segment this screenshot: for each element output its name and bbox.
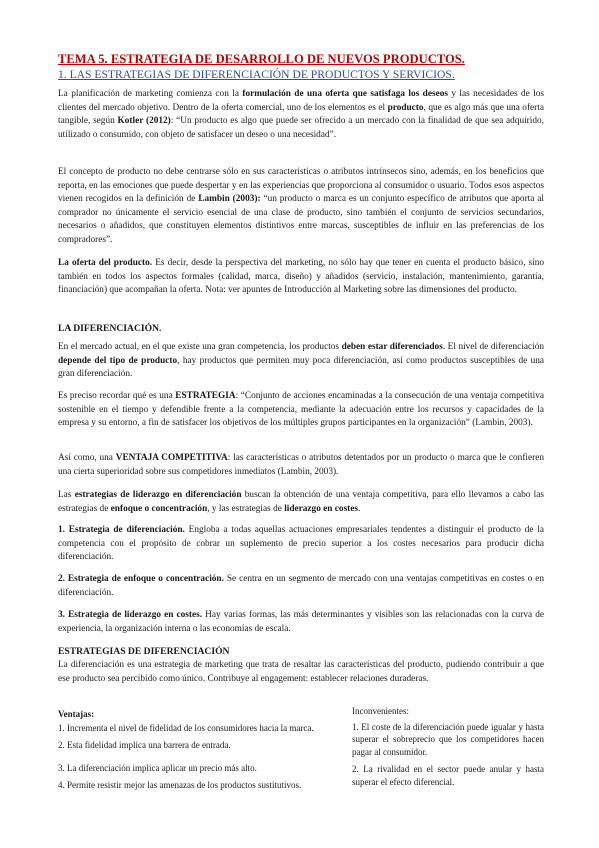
ventajas-list: [58, 708, 343, 797]
ventajas-heading: Ventajas:: [58, 709, 95, 719]
paragraph-ventaja-competitiva: Así como, una VENTAJA COMPETITIVA: las características o atributos detentados por un producto o marca que le confieren una cierta superioridad sobre sus competidores inmediatos (Lambin, 2003).: [58, 453, 544, 477]
paragraph-planificacion: La planificación de marketing comienza con la formulación de una oferta que satisfaga los deseos y las necesidades de los clientes del mercado objetivo. Dentro de la oferta comercial, uno de los elementos es el producto, que es algo más que una oferta tangible, según Kotler (2012): “Un producto es algo que puede ser ofrecido a un mercado con la finalidad de que sea adquirido, utilizado o consumido, con objeto de satisfacer un deseo o una necesidad”.: [58, 89, 544, 140]
ventaja-item: 4. Permite resistir mejor las amenazas de los productos sustitutivos.: [58, 780, 302, 790]
heading-estrategias-diferenciacion: ESTRATEGIAS DE DIFERENCIACIÓN: [58, 646, 230, 657]
paragraph-estrategia-costes: 3. Estrategia de liderazgo en costes. Hay varias formas, las más determinantes y visibles son las relacionadas con la curva de experiencia, la organización interna o las economías de escala.: [58, 610, 545, 634]
paragraph-estrategia-diferenciacion: 1. Estrategia de diferenciación. Engloba a todas aquellas actuaciones empresariales tendentes a distinguir el producto de la competencia con el propósito de cobrar un suplemento de precio superior a los costes necesarios para producir dicha diferenciación.: [58, 525, 544, 563]
ventaja-item: 1. Incrementa el nivel de fidelidad de los consumidores hacia la marca.: [58, 722, 314, 733]
paragraph-diferenciacion-definicion: La diferenciación es una estrategia de marketing que trata de resaltar las características del producto, pudiendo contribuir a que ese producto sea percibido como único. Contribuye al engagement: establecer relaciones duraderas.: [58, 660, 544, 684]
paragraph-concepto-producto: El concepto de producto no debe centrarse sólo en sus características o atributos intrínsecos sino, además, en los beneficios que reporta, en las emociones que puede despertar y en las experiencias que proporciona al consumidor o usuario. Todos esos aspectos vienen recogidos en la definición de Lambin (2003): “un producto o marca es un conjunto específico de atributos que aporta al comprador no únicamente el servicio esencial de una clase de producto, sino también el conjunto de servicios secundarios, necesarios o añadidos, que constituyen elementos distintivos entre marcas, susceptibles de influir en las preferencias de los compradores”.: [58, 167, 544, 245]
paragraph-estrategias-liderazgo: Las estrategias de liderazgo en diferenciación buscan la obtención de una ventaja competitiva, para ello llevamos a cabo las estrategias de enfoque o concentración, y las estrategias de liderazgo en costes.: [58, 490, 544, 514]
heading-diferenciacion: LA DIFERENCIACIÓN.: [58, 323, 162, 334]
inconvenientes-list: [352, 705, 544, 793]
ventaja-item: 2. Esta fidelidad implica una barrera de entrada.: [58, 740, 231, 750]
section-subtitle: 1. LAS ESTRATEGIAS DE DIFERENCIACIÓN DE PRODUCTOS Y SERVICIOS.: [58, 68, 455, 81]
paragraph-estrategia: Es preciso recordar qué es una ESTRATEGIA: “Conjunto de acciones encaminadas a la consecución de una ventaja competitiva sostenible en el tiempo y defendible frente a la competencia, mediante la adecuación entre los recursos y capacidades de la empresa y su entorno, a fin de satisfacer los objetivos de los múltiples grupos participantes en la organización” (Lambin, 2003).: [58, 391, 544, 429]
paragraph-oferta-producto: La oferta del producto. Es decir, desde la perspectiva del marketing, no sólo hay que tener en cuenta el producto básico, sino también en todos los aspectos formales (calidad, marca, diseño) y añadidos (servicio, instalación, mantenimiento, garantía, financiación) que acompañan la oferta. Nota: ver apuntes de Introducción al Marketing sobre las dimensiones del producto.: [58, 258, 544, 296]
document-title: TEMA 5. ESTRATEGIA DE DESARROLLO DE NUEVOS PRODUCTOS.: [58, 52, 465, 66]
paragraph-mercado-actual: En el mercado actual, en el que existe una gran competencia, los productos deben estar diferenciados. El nivel de diferenciación depende del tipo de producto, hay productos que permiten muy poca diferenciación, así como productos susceptibles de una gran diferenciación.: [58, 342, 544, 380]
inconveniente-item: 2. La rivalidad en el sector puede anular y hasta superar el efecto diferencial.: [352, 764, 544, 787]
inconveniente-item: 1. El coste de la diferenciación puede igualar y hasta superar el sobreprecio que los competidores hacen pagar al consumidor.: [352, 721, 544, 757]
paragraph-estrategia-enfoque: 2. Estrategia de enfoque o concentración. Se centra en un segmento de mercado con una ventajas competitivas en costes o en diferenciación.: [58, 574, 545, 598]
inconvenientes-heading: Inconvenientes:: [352, 706, 409, 716]
ventaja-item: 3. La diferenciación implica aplicar un precio más alto.: [58, 762, 257, 773]
